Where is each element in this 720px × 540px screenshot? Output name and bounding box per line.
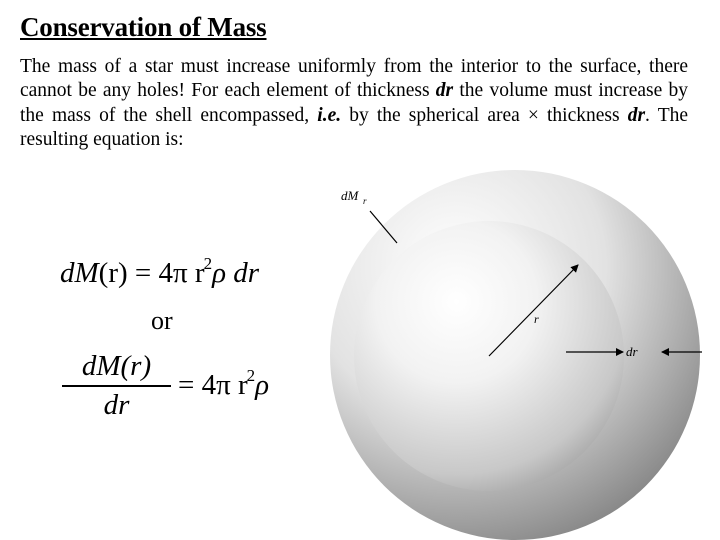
para-part-2: the volume must increase by the mass of the shell encompassed, (20, 80, 689, 126)
para-ie: i.e. (317, 104, 342, 126)
eq1-dr: dr (233, 257, 260, 289)
shell-mass-label: dM (341, 188, 359, 203)
fraction-numerator: dM(r) (81, 350, 152, 382)
eq1-dm: dM (60, 257, 99, 289)
para-dr-2: dr (627, 104, 646, 126)
eq2-mid: = 4π r (178, 369, 248, 401)
eq1-exponent: 2 (203, 254, 213, 273)
eq2-rho: ρ (255, 369, 270, 401)
para-part-3: by the spherical area × thickness (341, 104, 628, 126)
or-label: or (151, 306, 173, 335)
eq1-arg: (r) (98, 257, 128, 289)
fraction-denominator: dr (103, 389, 130, 421)
eq1-mid: = 4π r (127, 257, 205, 289)
para-part-1: The mass of a star must increase uniformly from the interior to the surface, there cannot be any holes! For each element of thickness (20, 56, 688, 102)
para-part-4: . The resulting equation is: (20, 104, 689, 151)
shell-mass-subscript: r (363, 196, 367, 206)
slide-title: Conservation of Mass (20, 12, 267, 42)
para-dr-1: dr (435, 80, 454, 102)
eq1-rho: ρ (212, 257, 226, 289)
eq2-exponent: 2 (246, 366, 256, 385)
thickness-label: dr (626, 344, 638, 359)
radius-label: r (534, 312, 539, 326)
